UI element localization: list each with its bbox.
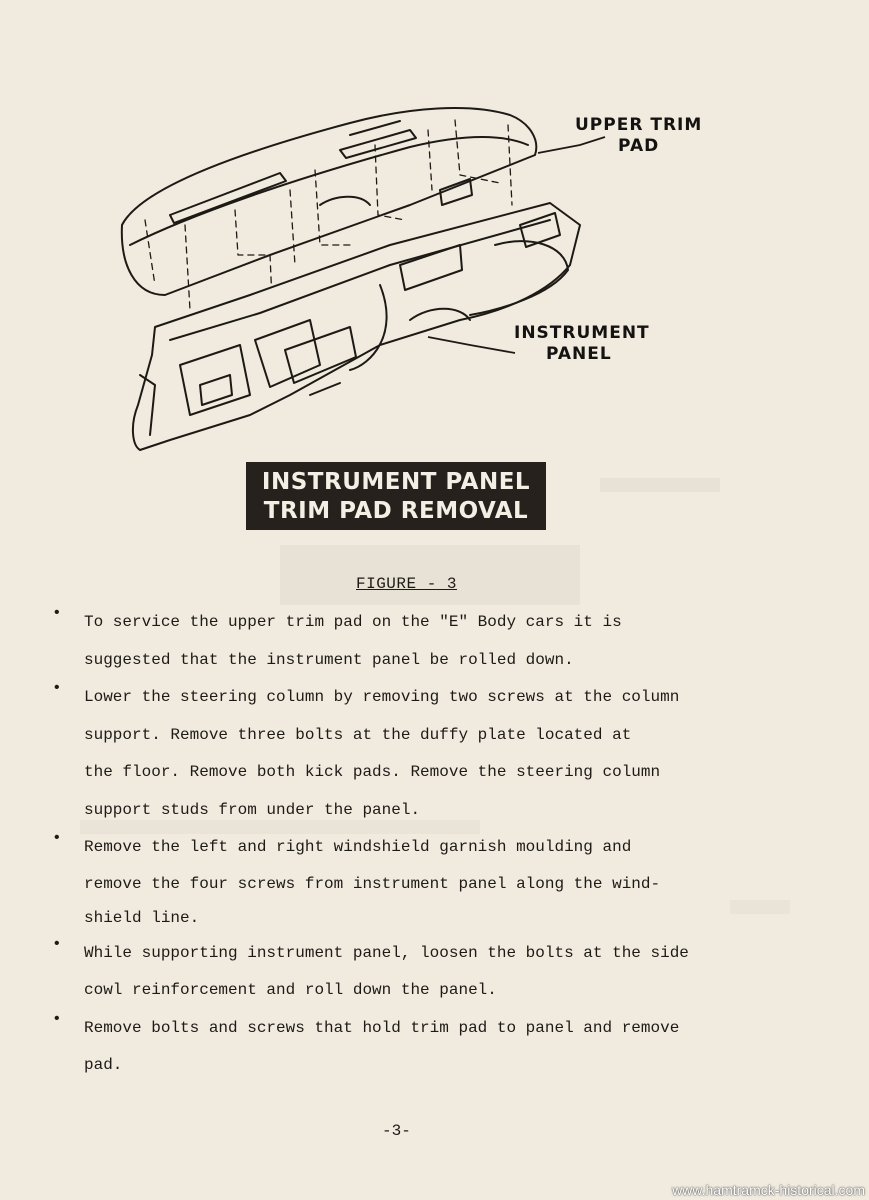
step-line: cowl reinforcement and roll down the panel.: [84, 981, 497, 999]
step-line: Remove bolts and screws that hold trim pad to panel and remove: [84, 1018, 680, 1037]
callout-upper-line-1: UPPER TRIM: [575, 115, 703, 135]
bullet-icon: •: [52, 829, 62, 847]
step-line: support. Remove three bolts at the duffy plate located at: [84, 725, 632, 744]
step-item: [44, 935, 804, 1010]
step-line: While supporting instrument panel, loosen the bolts at the side: [84, 943, 689, 962]
step-item: [44, 679, 804, 829]
step-line: Remove the left and right windshield garnish moulding and: [84, 838, 632, 856]
figure-label: FIGURE - 3: [356, 575, 458, 593]
page-number: -3-: [382, 1122, 411, 1140]
callout-upper-trim-pad: [575, 115, 702, 157]
bleed-through-mark: [600, 478, 720, 492]
site-watermark: www.hamtramck-historical.com: [672, 1182, 865, 1198]
step-line: To service the upper trim pad on the "E" Body cars it is: [84, 613, 622, 631]
callout-upper-line-2: PAD: [618, 136, 660, 156]
callout-instrument-panel: [514, 323, 650, 365]
callout-instr-line-2: PANEL: [546, 344, 612, 364]
bullet-icon: •: [52, 604, 62, 622]
step-item: [44, 1010, 804, 1085]
title-line-2: TRIM PAD REMOVAL: [263, 498, 529, 524]
step-line: remove the four screws from instrument panel along the wind-: [84, 874, 661, 893]
step-line: suggested that the instrument panel be rolled down.: [84, 650, 574, 669]
callout-instr-line-1: INSTRUMENT: [514, 323, 650, 343]
procedure-steps: [44, 604, 804, 1085]
bullet-icon: •: [52, 679, 62, 697]
step-item: [44, 829, 804, 935]
step-line: shield line.: [84, 908, 200, 927]
step-line: the floor. Remove both kick pads. Remove the steering column: [84, 763, 661, 781]
step-line: pad.: [84, 1056, 123, 1074]
title-line-1: INSTRUMENT PANEL: [261, 469, 531, 495]
figure-title-box: [246, 462, 546, 530]
step-item: [44, 604, 804, 679]
step-line: support studs from under the panel.: [84, 800, 421, 819]
bullet-icon: •: [52, 1009, 62, 1028]
bullet-icon: •: [52, 934, 62, 953]
step-line: Lower the steering column by removing two screws at the column: [84, 688, 680, 706]
